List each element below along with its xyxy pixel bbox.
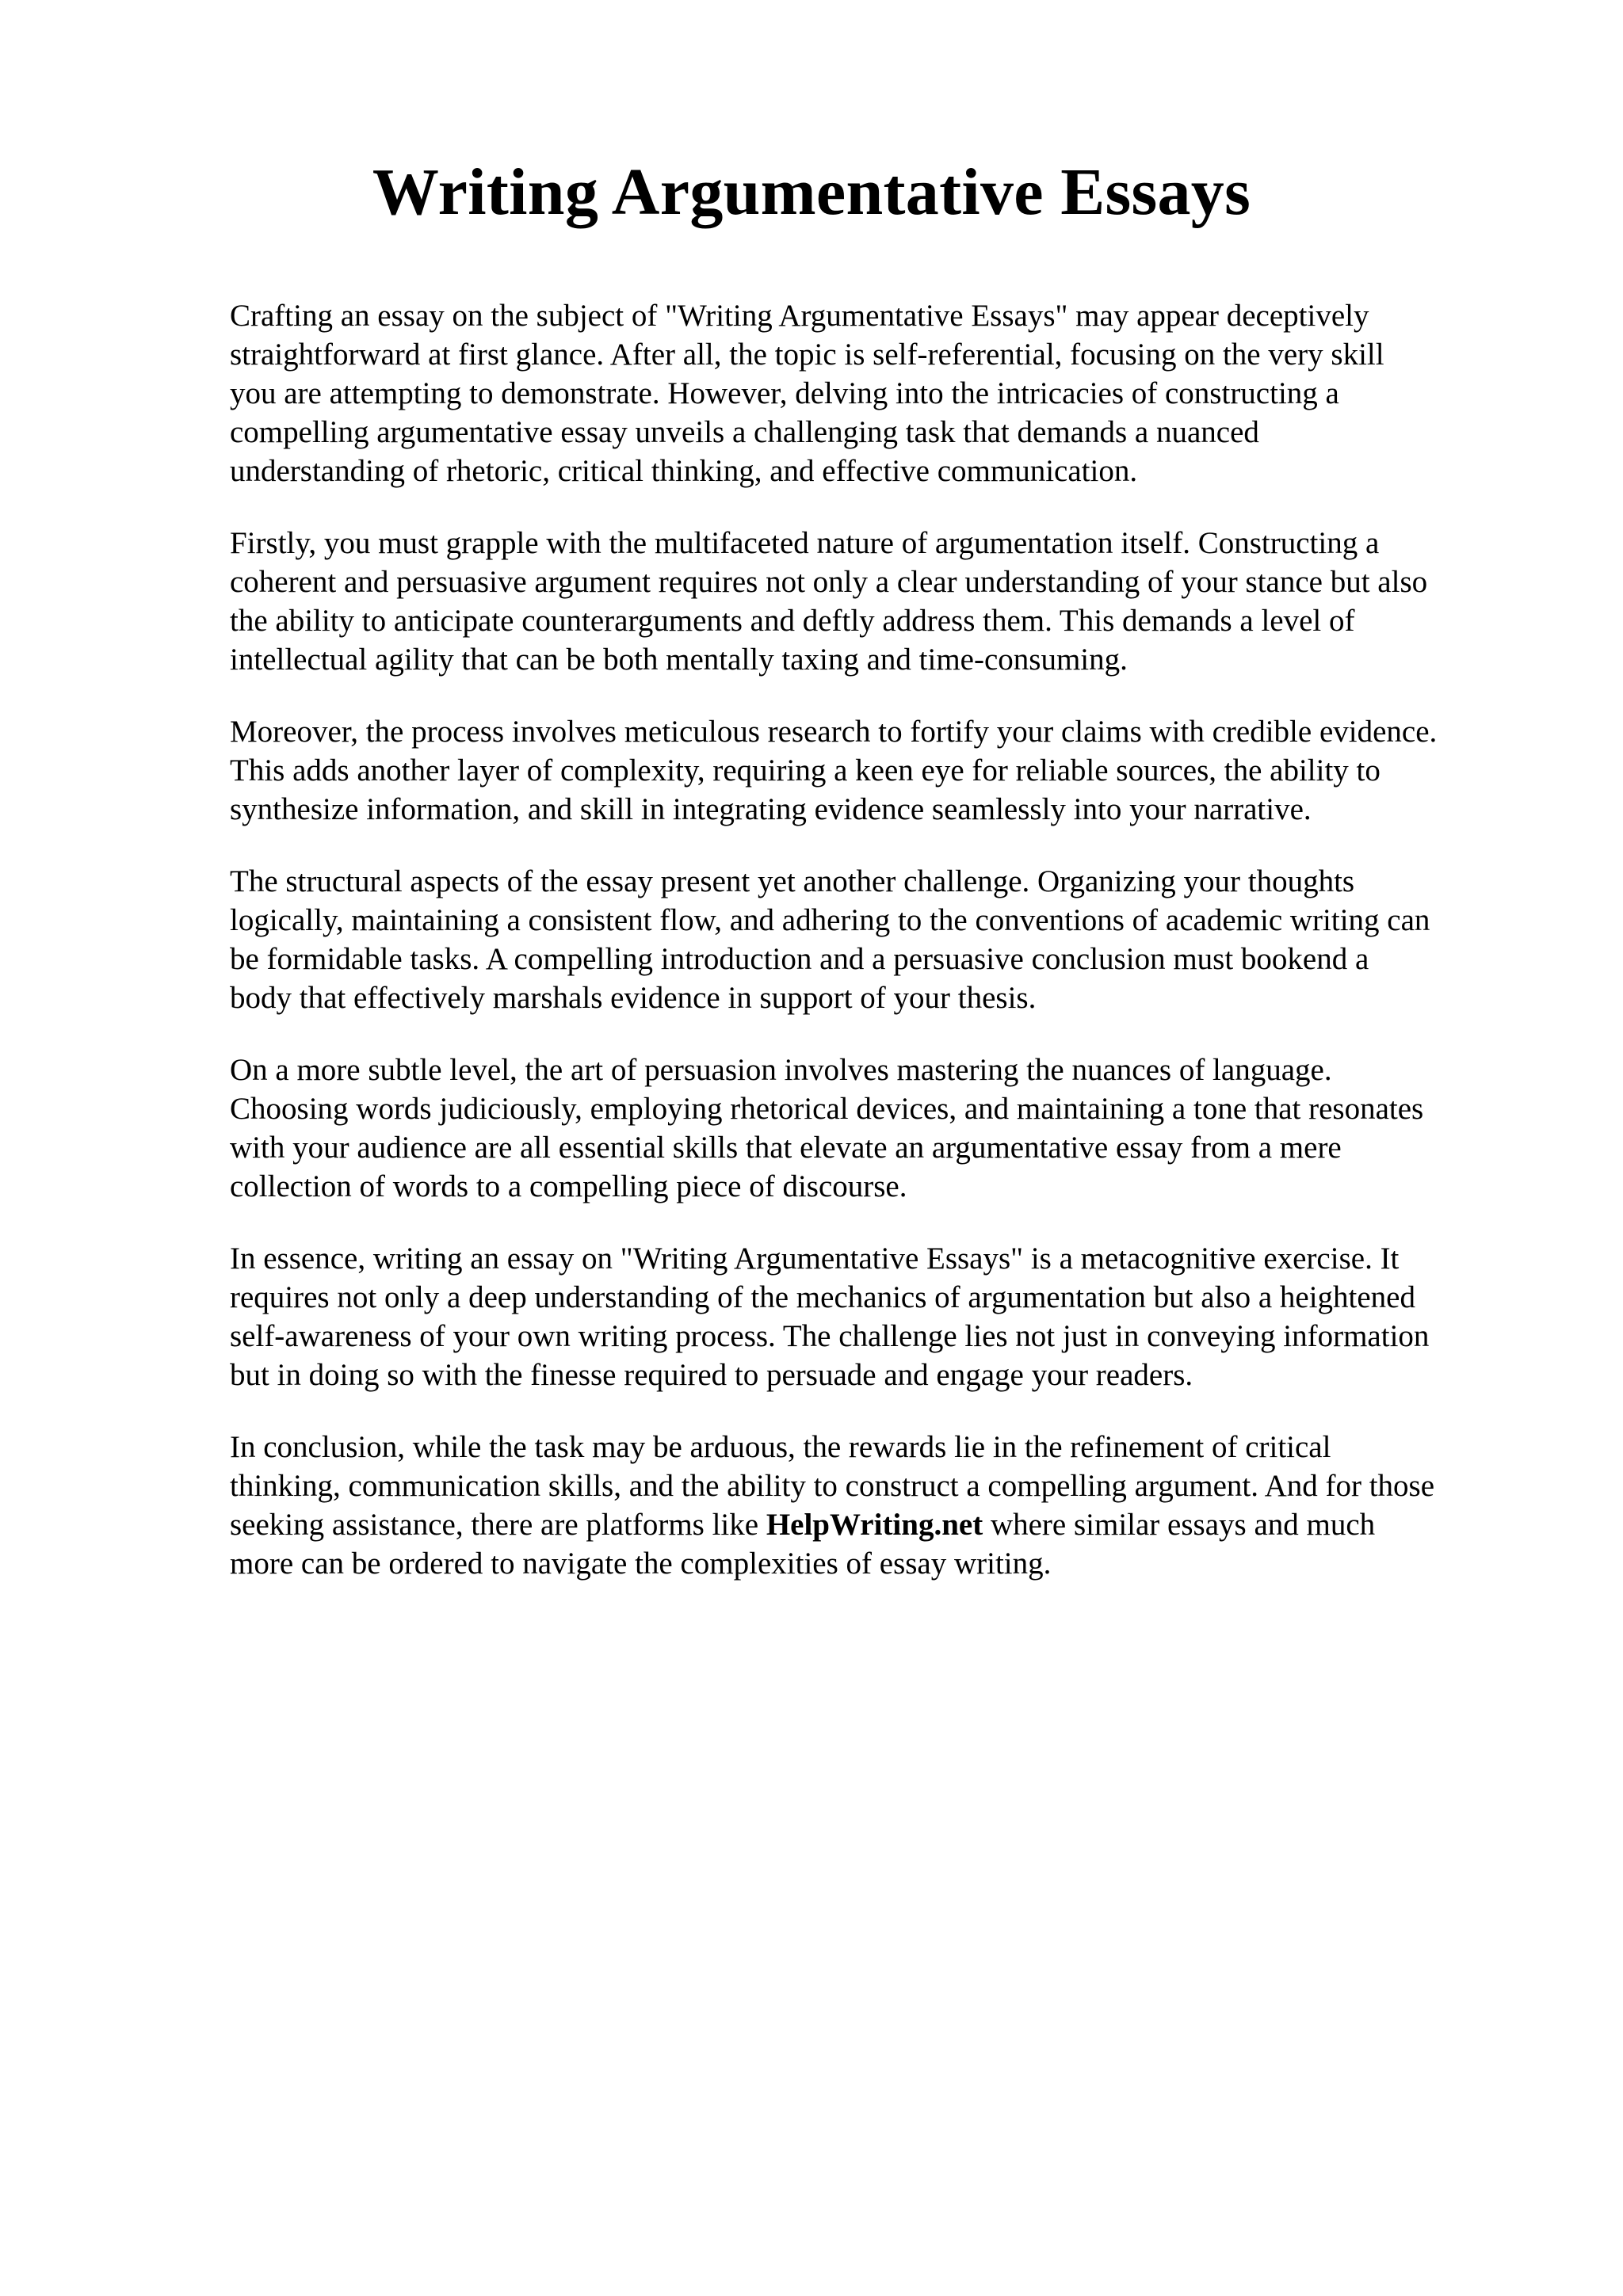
paragraph-1: Crafting an essay on the subject of "Writing Argumentative Essays" may appear deceptively straightforward at first glance. After all, the topic is self-referential, focusing on the very skill you are attempting to demonstrate. However, delving into the intricacies of constructing a compelling argumentative essay unveils a challenging task that demands a nuanced understanding of rhetoric, critical thinking, and effective communication. (230, 299, 1384, 488)
paragraph-conclusion (230, 1428, 1522, 1583)
helpwriting-link[interactable]: HelpWriting.net (766, 1508, 983, 1542)
conclusion-text-after-link: where similar essays and much more can be ordered to navigate the complexities of essay writing. (230, 1508, 1376, 1581)
paragraph-6: In essence, writing an essay on "Writing Argumentative Essays" is a metacognitive exercise. It requires not only a deep understanding of the mechanics of argumentation but also a heightened self-awareness of your own writing process. The challenge lies not just in conveying information but in doing so with the finesse required to persuade and engage your readers. (230, 1241, 1430, 1392)
conclusion-text-before-link: In conclusion, while the task may be arduous, the rewards lie in the refinement of critical thinking, communication skills, and the ability to construct a compelling argument. And for those seeking assistance, there are platforms like (230, 1430, 1435, 1542)
paragraph-5: On a more subtle level, the art of persuasion involves mastering the nuances of language. Choosing words judiciously, employing rhetorical devices, and maintaining a tone that resonates with your audience are all essential skills that elevate an argumentative essay from a mere collection of words to a compelling piece of discourse. (230, 1053, 1424, 1203)
document-title: Writing Argumentative Essays (372, 155, 1251, 229)
paragraph-4: The structural aspects of the essay present yet another challenge. Organizing your thoughts logically, maintaining a consistent flow, and adhering to the conventions of academic writing can be formidable tasks. A compelling introduction and a persuasive conclusion must bookend a body that effectively marshals evidence in support of your thesis. (230, 864, 1430, 1015)
document-body (230, 296, 1522, 1616)
paragraph-2: Firstly, you must grapple with the multifaceted nature of argumentation itself. Constructing a coherent and persuasive argument requires not only a clear understanding of your stance but also the ability to anticipate counterarguments and deftly address them. This demands a level of intellectual agility that can be both mentally taxing and time-consuming. (230, 526, 1428, 677)
paragraph-3: Moreover, the process involves meticulous research to fortify your claims with credible evidence. This adds another layer of complexity, requiring a keen eye for reliable sources, the ability to synthesize information, and skill in integrating evidence seamlessly into your narrative. (230, 715, 1438, 826)
